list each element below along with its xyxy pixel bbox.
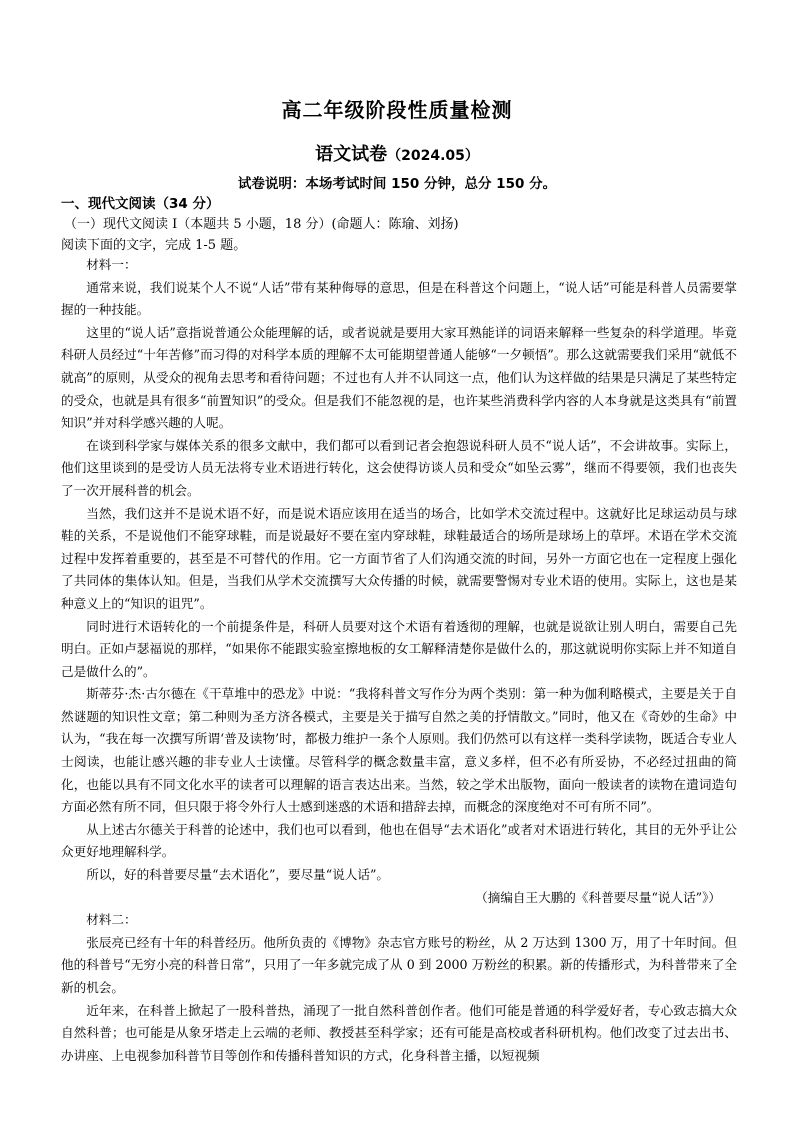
exam-date: （2024.05）	[387, 148, 479, 164]
material1-paragraph: 从上述古尔德关于科普的论述中，我们也可以看到，他也在倡导“去术语化”或者对术语进行转化，其目的无外乎让公众更好地理解科学。	[61, 821, 737, 860]
material1-paragraph: 同时进行术语转化的一个前提条件是，科研人员要对这个术语有着透彻的理解，也就是说欲让别人明白，需要自己先明白。正如卢瑟福说的那样，“如果你不能跟实验室擦地板的女工解释清楚你是做什么的，那这就说明你实际上并不知道自己是做什么的”。	[61, 618, 737, 679]
exam-title: 高二年级阶段性质量检测	[281, 98, 513, 122]
material1-paragraph: 斯蒂芬·杰·古尔德在《干草堆中的恐龙》中说：“我将科普文写作分为两个类别：第一种为伽利略模式，主要是关于自然谜题的知识性文章；第二种则为圣方济各模式，主要是关于描写自然之美的抒情散文。”同时，他又在《奇妙的生命》中认为，“我在每一次撰写所谓‘普及读物’时，都极力维护一条个人原则。我们仍然可以有这样一类科学读物，既适合专业人士阅读，也能让感兴趣的非专业人士读懂。尽管科学的概念数量丰富，意义多样，但不必有所妥协，不必经过扭曲的简化，也能以具有不同文化水平的读者可以理解的语言表达出来。当然，较之学术出版物，面向一般读者的读物在遣词造句方面必然有所不同，但只限于将令外行人士感到迷惑的术语和措辞去掉，而概念的深度绝对不可有所不同”。	[61, 686, 737, 815]
material2-paragraph: 近年来，在科普上掀起了一股科普热，涌现了一批自然科普创作者。他们可能是普通的科学爱好者，专心致志搞大众自然科普；也可能是从象牙塔走上云端的老师、教授甚至科学家；还有可能是高校或者科研机构。他们改变了过去出书、办讲座、上电视参加科普节目等创作和传播科普知识的方式，化身科普主播，以短视频	[61, 1002, 737, 1063]
exam-subject	[0, 140, 794, 166]
section-instruction: 阅读下面的文字，完成 1-5 题。	[61, 238, 247, 253]
material1-paragraph: 在谈到科学家与媒体关系的很多文献中，我们都可以看到记者会抱怨说科研人员不“说人话”，不会讲故事。实际上，他们这里谈到的是受访人员无法将专业术语进行转化，这会使得访谈人员和受众“如坠云雾”，继而不得要领，我们也丧失了一次开展科普的机会。	[61, 437, 737, 498]
material1-paragraph: 当然，我们这并不是说术语不好，而是说术语应该用在适当的场合，比如学术交流过程中。这就好比足球运动员与球鞋的关系，不是说他们不能穿球鞋，而是说最好不要在室内穿球鞋，球鞋最适合的场所是球场上的草坪。术语在学术交流过程中发挥着重要的，甚至是不可替代的作用。它一方面节省了人们沟通交流的时间，另外一方面它也在一定程度上强化了共同体的集体认知。但是，当我们从学术交流撰写大众传播的时候，就需要警惕对专业术语的使用。实际上，这也是某种意义上的“知识的诅咒”。	[61, 505, 737, 611]
exam-notes: 试卷说明：本场考试时间 150 分钟，总分 150 分。	[237, 176, 557, 192]
material1-paragraph: 这里的“说人话”意指说普通公众能理解的话，或者说就是要用大家耳熟能详的词语来解释一些复杂的科学道理。毕竟科研人员经过“十年苦修”而习得的对科学本质的理解不太可能期望普通人能够“一夕顿悟”。那么这就需要我们采用“就低不就高”的原则，从受众的视角去思考和看待问题；不过也有人并不认同这一点，他们认为这样做的结果是只满足了某些特定的受众，也就是具有很多“前置知识”的受众。但是我们不能忽视的是，也许某些消费科学内容的人本身就是这类具有“前置知识”并对科学感兴趣的人呢。	[61, 324, 737, 431]
material2-paragraph: 张辰亮已经有十年的科普经历。他所负责的《博物》杂志官方账号的粉丝，从 2 万达到 1300 万，用了十年时间。但他的科普号“无穷小亮的科普日常”，只用了一年多就完成了从 0 到 2000 万粉丝的积累。新的传播形式，为科普带来了全新的机会。	[61, 934, 737, 995]
section-subheading: （一）现代文阅读 I（本题共 5 小题，18 分）(命题人：陈瑜、刘扬)	[64, 217, 459, 232]
material1-paragraph: 通常来说，我们说某个人不说“人话”带有某种侮辱的意思，但是在科普这个问题上，“说人话”可能是科普人员需要掌握的一种技能。	[61, 279, 737, 318]
reading-passage	[61, 254, 737, 1067]
section-heading: 一、现代文阅读（34 分）	[61, 196, 220, 212]
material1-label: 材料一：	[86, 257, 137, 272]
material2-label: 材料二：	[86, 912, 137, 928]
material1-paragraph: 所以，好的科普要尽量“去术语化”，要尽量“说人话”。	[86, 867, 390, 883]
subject-name: 语文试卷	[315, 144, 388, 165]
material1-source: （摘编自王大鹏的《科普要尽量“说人话”》）	[475, 889, 721, 905]
